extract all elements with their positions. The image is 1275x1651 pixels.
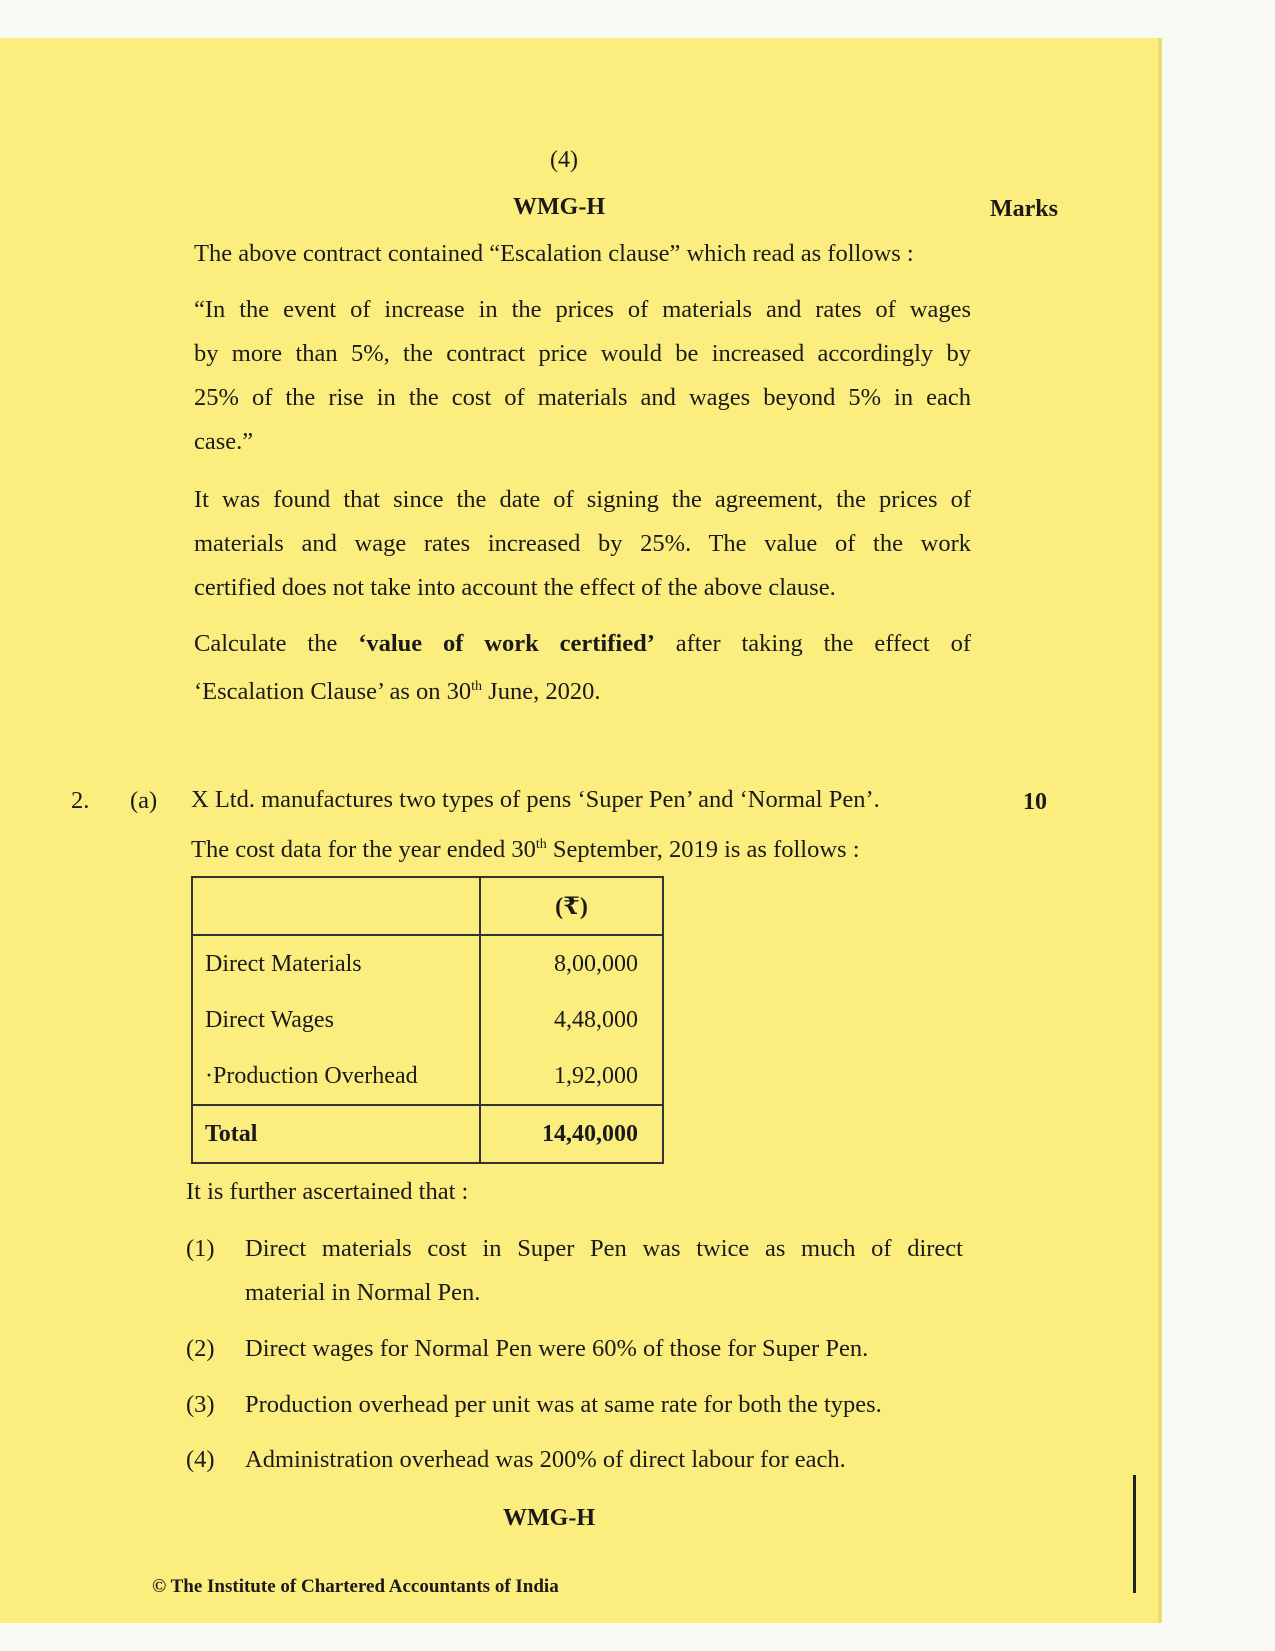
further-text: It is further ascertained that : — [186, 1178, 469, 1205]
quote-line-1: “In the event of increase in the prices of materials and rates of wages — [194, 296, 971, 323]
total-value: 14,40,000 — [480, 1105, 663, 1163]
margin-rule — [1133, 1475, 1136, 1593]
row-value: 8,00,000 — [480, 935, 663, 992]
question-line2-prefix: The cost data for the year ended 30 — [191, 836, 536, 863]
cost-table — [191, 876, 664, 1164]
row-value: 4,48,000 — [480, 992, 663, 1048]
list-item-number: (1) — [186, 1235, 215, 1262]
list-item-line: Administration overhead was 200% of direct labour for each. — [245, 1446, 846, 1473]
quote-line-2: by more than 5%, the contract price would be increased accordingly by — [194, 340, 971, 367]
table-row — [192, 935, 663, 992]
row-label: Direct Wages — [192, 992, 480, 1048]
copyright-footer: © The Institute of Chartered Accountants of India — [152, 1576, 559, 1597]
question-line2-sup: th — [535, 836, 547, 852]
calc-suffix: after taking the effect of — [675, 630, 971, 657]
row-value: 1,92,000 — [480, 1048, 663, 1105]
contract-intro: The above contract contained “Escalation clause” which read as follows : — [194, 240, 914, 267]
question-line2-suffix: September, 2019 is as follows : — [546, 836, 860, 863]
table-row — [192, 1048, 663, 1105]
table-row — [192, 992, 663, 1048]
quote-line-4: case.” — [194, 428, 254, 455]
list-item-number: (2) — [186, 1335, 215, 1362]
calc-line2-sup: th — [471, 678, 483, 694]
page-number: (4) — [550, 147, 578, 173]
question-line-2 — [191, 828, 860, 872]
finding-line-2: materials and wage rates increased by 25%. The value of the work — [194, 530, 971, 557]
question-part: (a) — [130, 787, 158, 814]
finding-line-1: It was found that since the date of signing the agreement, the prices of — [194, 486, 971, 513]
list-item-line: material in Normal Pen. — [245, 1279, 481, 1306]
total-label: Total — [192, 1105, 480, 1163]
total-row — [192, 1105, 663, 1163]
cost-table-header-currency: (₹) — [480, 877, 663, 935]
row-label: Direct Materials — [192, 935, 480, 992]
finding-line-3: certified does not take into account the effect of the above clause. — [194, 574, 836, 601]
calc-bold: ‘value of work certified’ — [358, 630, 655, 657]
calc-line2-suffix: June, 2020. — [482, 678, 601, 705]
list-item-line: Direct materials cost in Super Pen was twice as much of direct — [245, 1235, 963, 1262]
list-item-number: (4) — [186, 1446, 215, 1473]
question-number: 2. — [71, 787, 90, 814]
list-item-line: Production overhead per unit was at same rate for both the types. — [245, 1391, 882, 1418]
calc-prefix: Calculate the — [194, 630, 338, 657]
marks-label: Marks — [990, 196, 1058, 222]
list-item-line: Direct wages for Normal Pen were 60% of those for Super Pen. — [245, 1335, 869, 1362]
calc-line2-prefix: ‘Escalation Clause’ as on 30 — [194, 678, 472, 705]
paper-code-header: WMG-H — [513, 194, 605, 220]
sheet-edge — [1158, 38, 1162, 1623]
calc-line-2 — [194, 670, 600, 714]
list-item-number: (3) — [186, 1391, 215, 1418]
quote-line-3: 25% of the rise in the cost of materials and wages beyond 5% in each — [194, 384, 971, 411]
question-marks: 10 — [1023, 789, 1047, 815]
row-label: ·Production Overhead — [192, 1048, 480, 1105]
cost-table-header-blank — [192, 877, 480, 935]
question-line-1: X Ltd. manufactures two types of pens ‘Super Pen’ and ‘Normal Pen’. — [191, 786, 880, 813]
calc-line-1 — [194, 622, 971, 666]
cost-table-header-row — [192, 877, 663, 935]
paper-code-footer: WMG-H — [503, 1505, 595, 1531]
